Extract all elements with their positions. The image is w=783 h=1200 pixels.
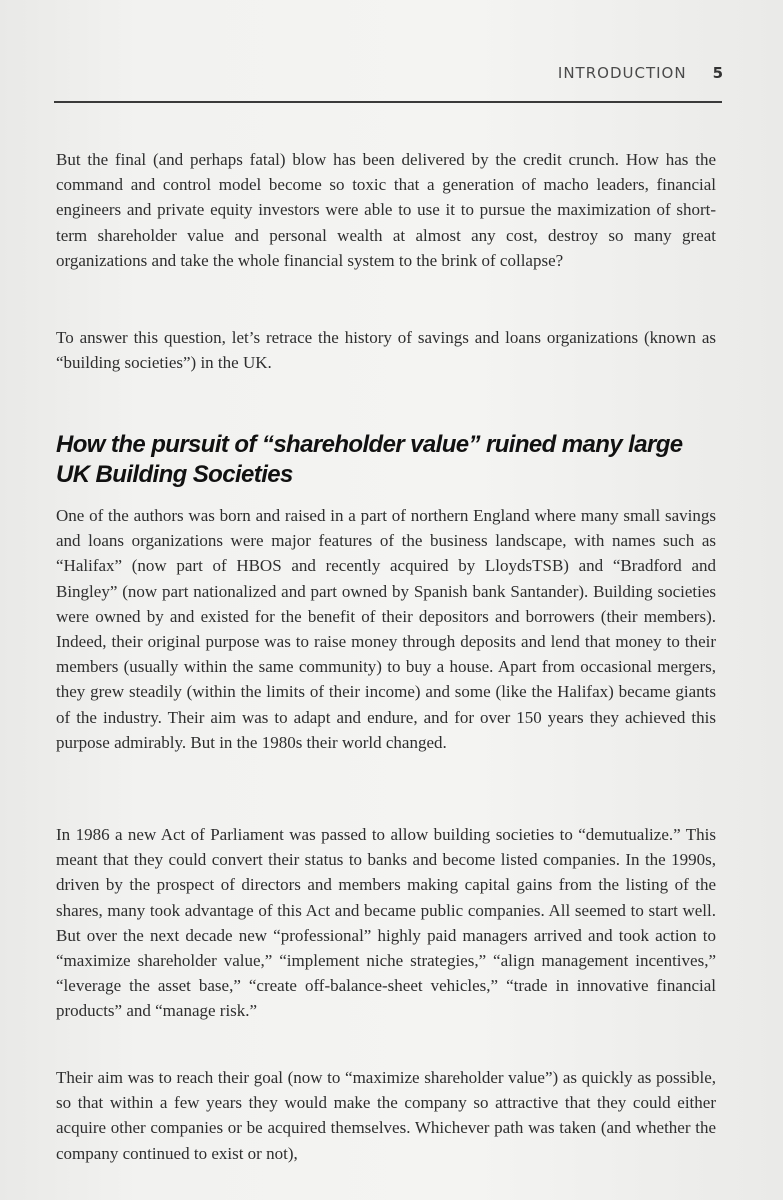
running-title: INTRODUCTION	[557, 64, 687, 82]
page-number: 5	[712, 64, 723, 82]
paragraph-credit-crunch: But the final (and perhaps fatal) blow has been delivered by the credit crunch. How has the command and control model become so toxic that a generation of macho leaders, financial engineers and private equity investors were able to use it to pursue the maximization of short-term shareholder value and personal wealth at almost any cost, destroy so many great organizations and take the whole financial system to the brink of collapse?	[56, 150, 716, 270]
paragraph-building-societies: One of the authors was born and raised in a part of northern England where many small savings and loans organizations were major features of the business landscape, with names such as “Halifax” (now part of HBOS and recently acquired by LloydsTSB) and “Bradford and Bingley” (now part nationalized and part owned by Spanish bank Santander). Building societies were owned by and existed for the benefit of their depositors and borrowers (their members). Indeed, their original purpose was to raise money through deposits and lend that money to their members (usually within the same community) to buy a house. Apart from occasional mergers, they grew steadily (within the limits of their income) and some (like the Halifax) became giants of the industry. Their aim was to adapt and endure, and for over 150 years they achieved this purpose admirably. But in the 1980s their world changed.	[56, 506, 716, 752]
paragraph-act-of-parliament: In 1986 a new Act of Parliament was passed to allow building societies to “demutualize.” This meant that they could convert their status to banks and become listed companies. In the 1990s, driven by the prospect of directors and members making capital gains from the listing of the shares, many took advantage of this Act and became public companies. All seemed to start well. But over the next decade new “professional” highly paid managers arrived and took action to “maximize shareholder value,” “implement niche strategies,” “align management incentives,” “leverage the asset base,” “create off-balance-sheet vehicles,” “trade in innovative financial products” and “manage risk.”	[56, 825, 716, 1021]
paragraph-their-aim: Their aim was to reach their goal (now to “maximize shareholder value”) as quickly as possible, so that within a few years they would make the company so attractive that they could either acquire other companies or be acquired themselves. Whichever path was taken (and whether the company continued to exist or not),	[56, 1068, 716, 1163]
running-head	[558, 64, 723, 82]
paragraph-retrace-history: To answer this question, let’s retrace the history of savings and loans organizations (known as “building societies”) in the UK.	[56, 328, 716, 373]
section-heading: How the pursuit of “shareholder value” ruined many large UK Building Societies	[56, 431, 683, 488]
header-rule	[54, 101, 722, 103]
